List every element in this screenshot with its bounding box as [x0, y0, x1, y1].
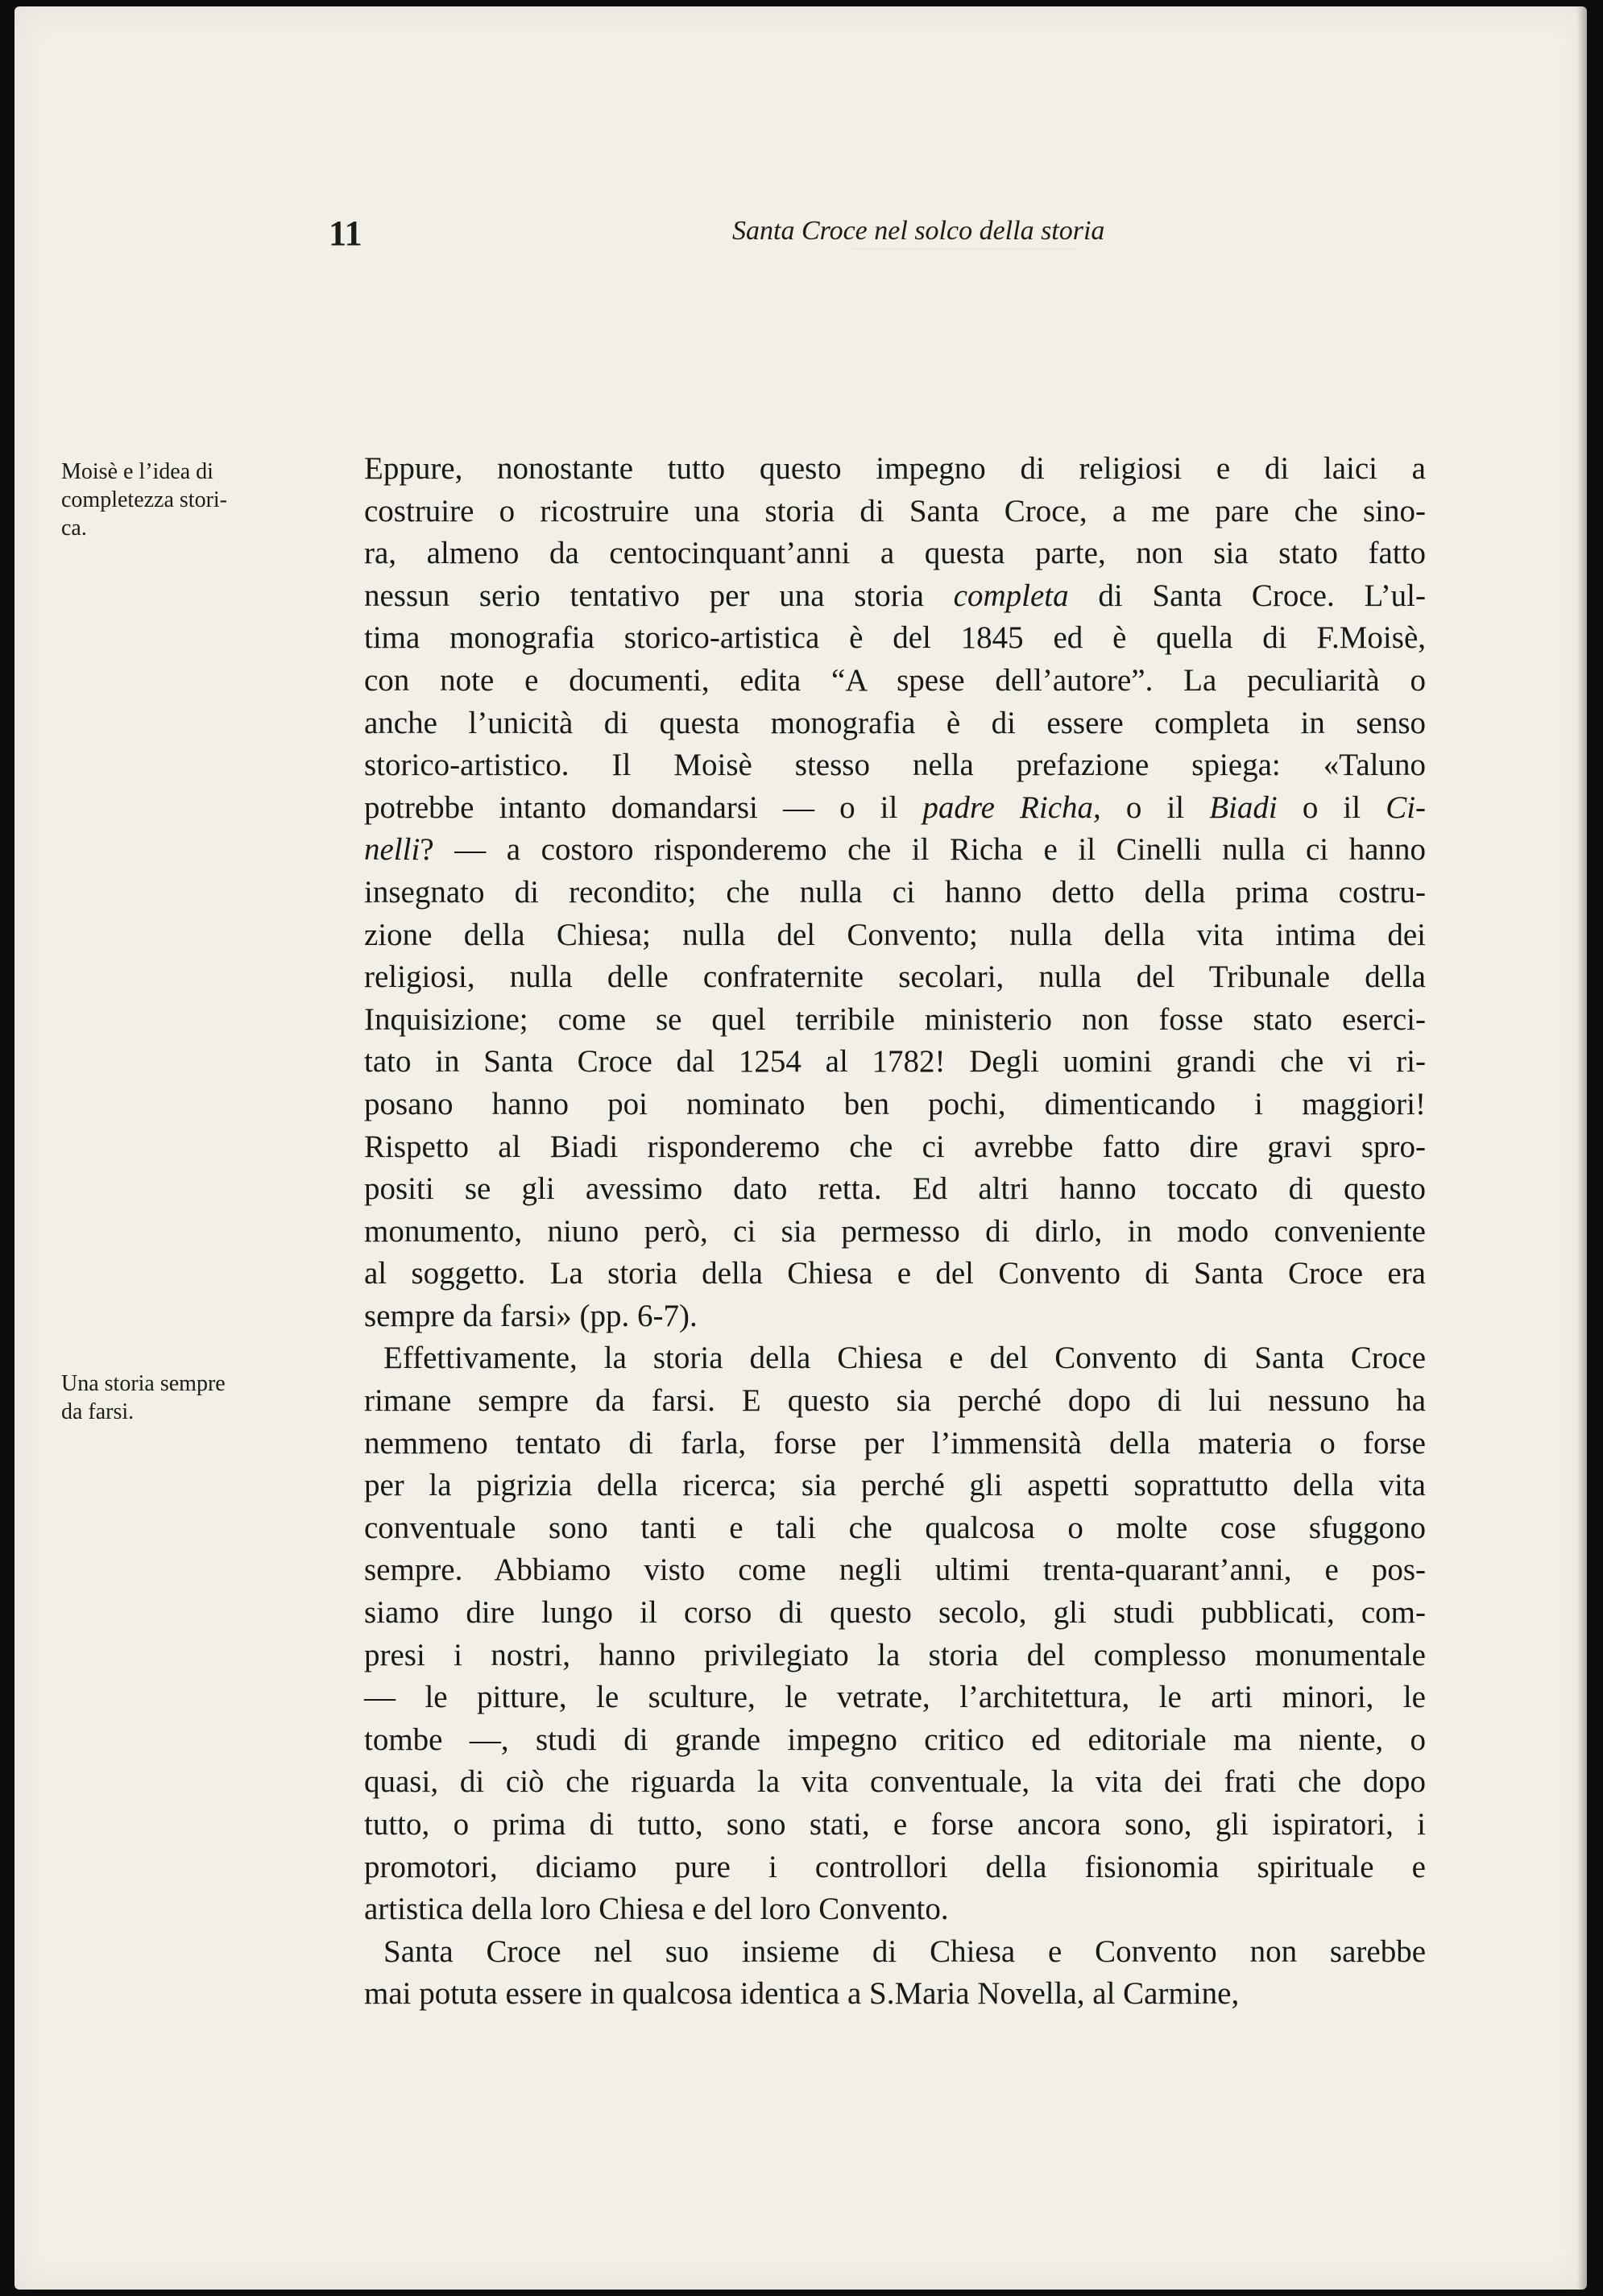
text-run: o il — [1277, 790, 1386, 825]
text-line — [364, 1211, 1426, 1254]
text-run: artistica della loro Chiesa e del loro Convento. — [364, 1892, 949, 1927]
show-through — [852, 248, 1078, 282]
text-run: presi i nostri, hanno privilegiato la storia del complesso monumentale — [364, 1637, 1426, 1672]
text-run: Effettivamente, la storia della Chiesa e del Convento di Santa Croce — [383, 1341, 1426, 1376]
text-line — [364, 1380, 1426, 1423]
text-line — [364, 1592, 1426, 1635]
text-run: Inquisizione; come se quel terribile ministerio non fosse stato eserci- — [364, 1001, 1426, 1037]
text-line — [364, 787, 1426, 830]
text-line — [364, 1549, 1426, 1592]
text-line — [364, 1973, 1426, 2016]
text-line — [364, 829, 1426, 872]
text-line — [364, 660, 1426, 702]
text-run: costruire o ricostruire una storia di Santa Croce, a me pare che sino- — [364, 493, 1426, 528]
text-run: anche l’unicità di questa monografia è di essere completa in senso — [364, 705, 1426, 740]
text-run: ? — a costoro risponderemo che il Richa e il Cinelli nulla ci hanno — [420, 832, 1426, 868]
margin-note-line: Una storia sempre — [61, 1371, 226, 1396]
italic-run: padre Richa, — [922, 790, 1101, 825]
text-run: insegnato di recondito; che nulla ci hanno detto della prima costru- — [364, 874, 1426, 910]
text-run: tato in Santa Croce dal 1254 al 1782! Degli uomini grandi che vi ri- — [364, 1044, 1426, 1080]
text-run: positi se gli avessimo dato retta. Ed altri hanno toccato di questo — [364, 1171, 1426, 1207]
italic-run: Biadi — [1209, 790, 1278, 825]
book-page — [14, 6, 1587, 2290]
text-run: al soggetto. La storia della Chiesa e del Convento di Santa Croce era — [364, 1256, 1426, 1291]
text-line — [364, 872, 1426, 914]
paragraph — [364, 448, 1426, 1337]
text-run: siamo dire lungo il corso di questo secolo, gli studi pubblicati, com- — [364, 1595, 1426, 1631]
italic-run: Ci- — [1386, 790, 1427, 825]
text-line — [364, 1888, 1426, 1931]
text-run: tombe —, studi di grande impegno critico ed editoriale ma niente, o — [364, 1722, 1426, 1757]
text-run: nessun serio tentativo per una storia — [364, 578, 954, 613]
italic-run: nelli — [364, 832, 420, 868]
text-line — [364, 1253, 1426, 1295]
text-line — [364, 1084, 1426, 1126]
text-line — [364, 491, 1426, 533]
margin-note-1 — [61, 458, 295, 542]
text-run: storico-artistico. Il Moisè stesso nella prefazione spiega: «Taluno — [364, 748, 1426, 783]
margin-note-line: completezza stori- — [61, 487, 228, 512]
page-number: 11 — [329, 213, 362, 253]
text-run: ra, almeno da centocinquant’anni a questa parte, non sia stato fatto — [364, 536, 1426, 571]
text-line — [364, 1168, 1426, 1211]
text-line — [364, 533, 1426, 575]
text-run: o il — [1100, 790, 1210, 825]
text-run: conventuale sono tanti e tali che qualcosa o molte cose sfuggono — [364, 1510, 1426, 1545]
margin-note-line: ca. — [61, 516, 87, 541]
text-line — [364, 1635, 1426, 1677]
running-title: Santa Croce nel solco della storia — [732, 216, 1105, 246]
margin-note-line: da farsi. — [61, 1399, 135, 1424]
text-line — [364, 1804, 1426, 1846]
text-run: monumento, niuno però, ci sia permesso di dirlo, in modo conveniente — [364, 1213, 1426, 1249]
text-line — [364, 575, 1426, 618]
text-line — [364, 1126, 1426, 1169]
text-line — [364, 914, 1426, 957]
text-run: rimane sempre da farsi. E questo sia perché dopo di lui nessuno ha — [364, 1383, 1426, 1419]
text-line — [364, 1846, 1426, 1889]
text-run: sempre da farsi» (pp. 6-7). — [364, 1298, 698, 1333]
text-line — [364, 1676, 1426, 1719]
text-run: nemmeno tentato di farla, forse per l’immensità della materia o forse — [364, 1425, 1426, 1461]
text-line — [364, 1931, 1426, 1974]
text-line — [364, 956, 1426, 999]
text-line — [364, 1041, 1426, 1084]
paragraph — [364, 1931, 1426, 2016]
text-run: posano hanno poi nominato ben pochi, dimenticando i maggiori! — [364, 1086, 1426, 1121]
text-line — [364, 744, 1426, 787]
text-line — [364, 1295, 1426, 1338]
paragraph — [364, 1337, 1426, 1930]
text-run: con note e documenti, edita “A spese dell’autore”. La peculiarità o — [364, 662, 1426, 698]
text-line — [364, 702, 1426, 745]
main-text — [364, 448, 1426, 2016]
text-run: Eppure, nonostante tutto questo impegno di religiosi e di laici a — [364, 451, 1426, 486]
text-run: di Santa Croce. L’ul- — [1068, 578, 1426, 613]
text-run: tima monografia storico-artistica è del 1845 ed è quella di F.Moisè, — [364, 620, 1426, 656]
text-line — [364, 448, 1426, 491]
text-run: per la pigrizia della ricerca; sia perché gli aspetti soprattutto della vita — [364, 1468, 1426, 1503]
text-run: Rispetto al Biadi risponderemo che ci avrebbe fatto dire gravi spro- — [364, 1129, 1426, 1164]
text-run: potrebbe intanto domandarsi — o il — [364, 790, 923, 825]
text-run: religiosi, nulla delle confraternite secolari, nulla del Tribunale della — [364, 959, 1426, 995]
text-line — [364, 999, 1426, 1042]
text-run: promotori, diciamo pure i controllori della fisionomia spirituale e — [364, 1849, 1426, 1884]
text-run: mai potuta essere in qualcosa identica a S.Maria Novella, al Carmine, — [364, 1976, 1240, 2012]
margin-note-line: Moisè e l’idea di — [61, 459, 213, 484]
text-line — [364, 617, 1426, 660]
text-line — [364, 1719, 1426, 1762]
text-line — [364, 1761, 1426, 1804]
text-run: tutto, o prima di tutto, sono stati, e forse ancora sono, gli ispiratori, i — [364, 1807, 1426, 1842]
text-run: — le pitture, le sculture, le vetrate, l’architettura, le arti minori, le — [364, 1680, 1426, 1715]
text-line — [364, 1337, 1426, 1380]
text-line — [364, 1423, 1426, 1465]
page-edge-shadow — [1577, 6, 1587, 2290]
text-run: Santa Croce nel suo insieme di Chiesa e Convento non sarebbe — [383, 1933, 1426, 1969]
text-line — [364, 1507, 1426, 1550]
text-run: sempre. Abbiamo visto come negli ultimi trenta-quarant’anni, e pos- — [364, 1552, 1426, 1588]
margin-note-2 — [61, 1370, 295, 1426]
text-run: zione della Chiesa; nulla del Convento; nulla della vita intima dei — [364, 917, 1426, 952]
text-run: quasi, di ciò che riguarda la vita conventuale, la vita dei frati che dopo — [364, 1764, 1426, 1800]
italic-run: completa — [953, 578, 1069, 613]
text-line — [364, 1465, 1426, 1507]
